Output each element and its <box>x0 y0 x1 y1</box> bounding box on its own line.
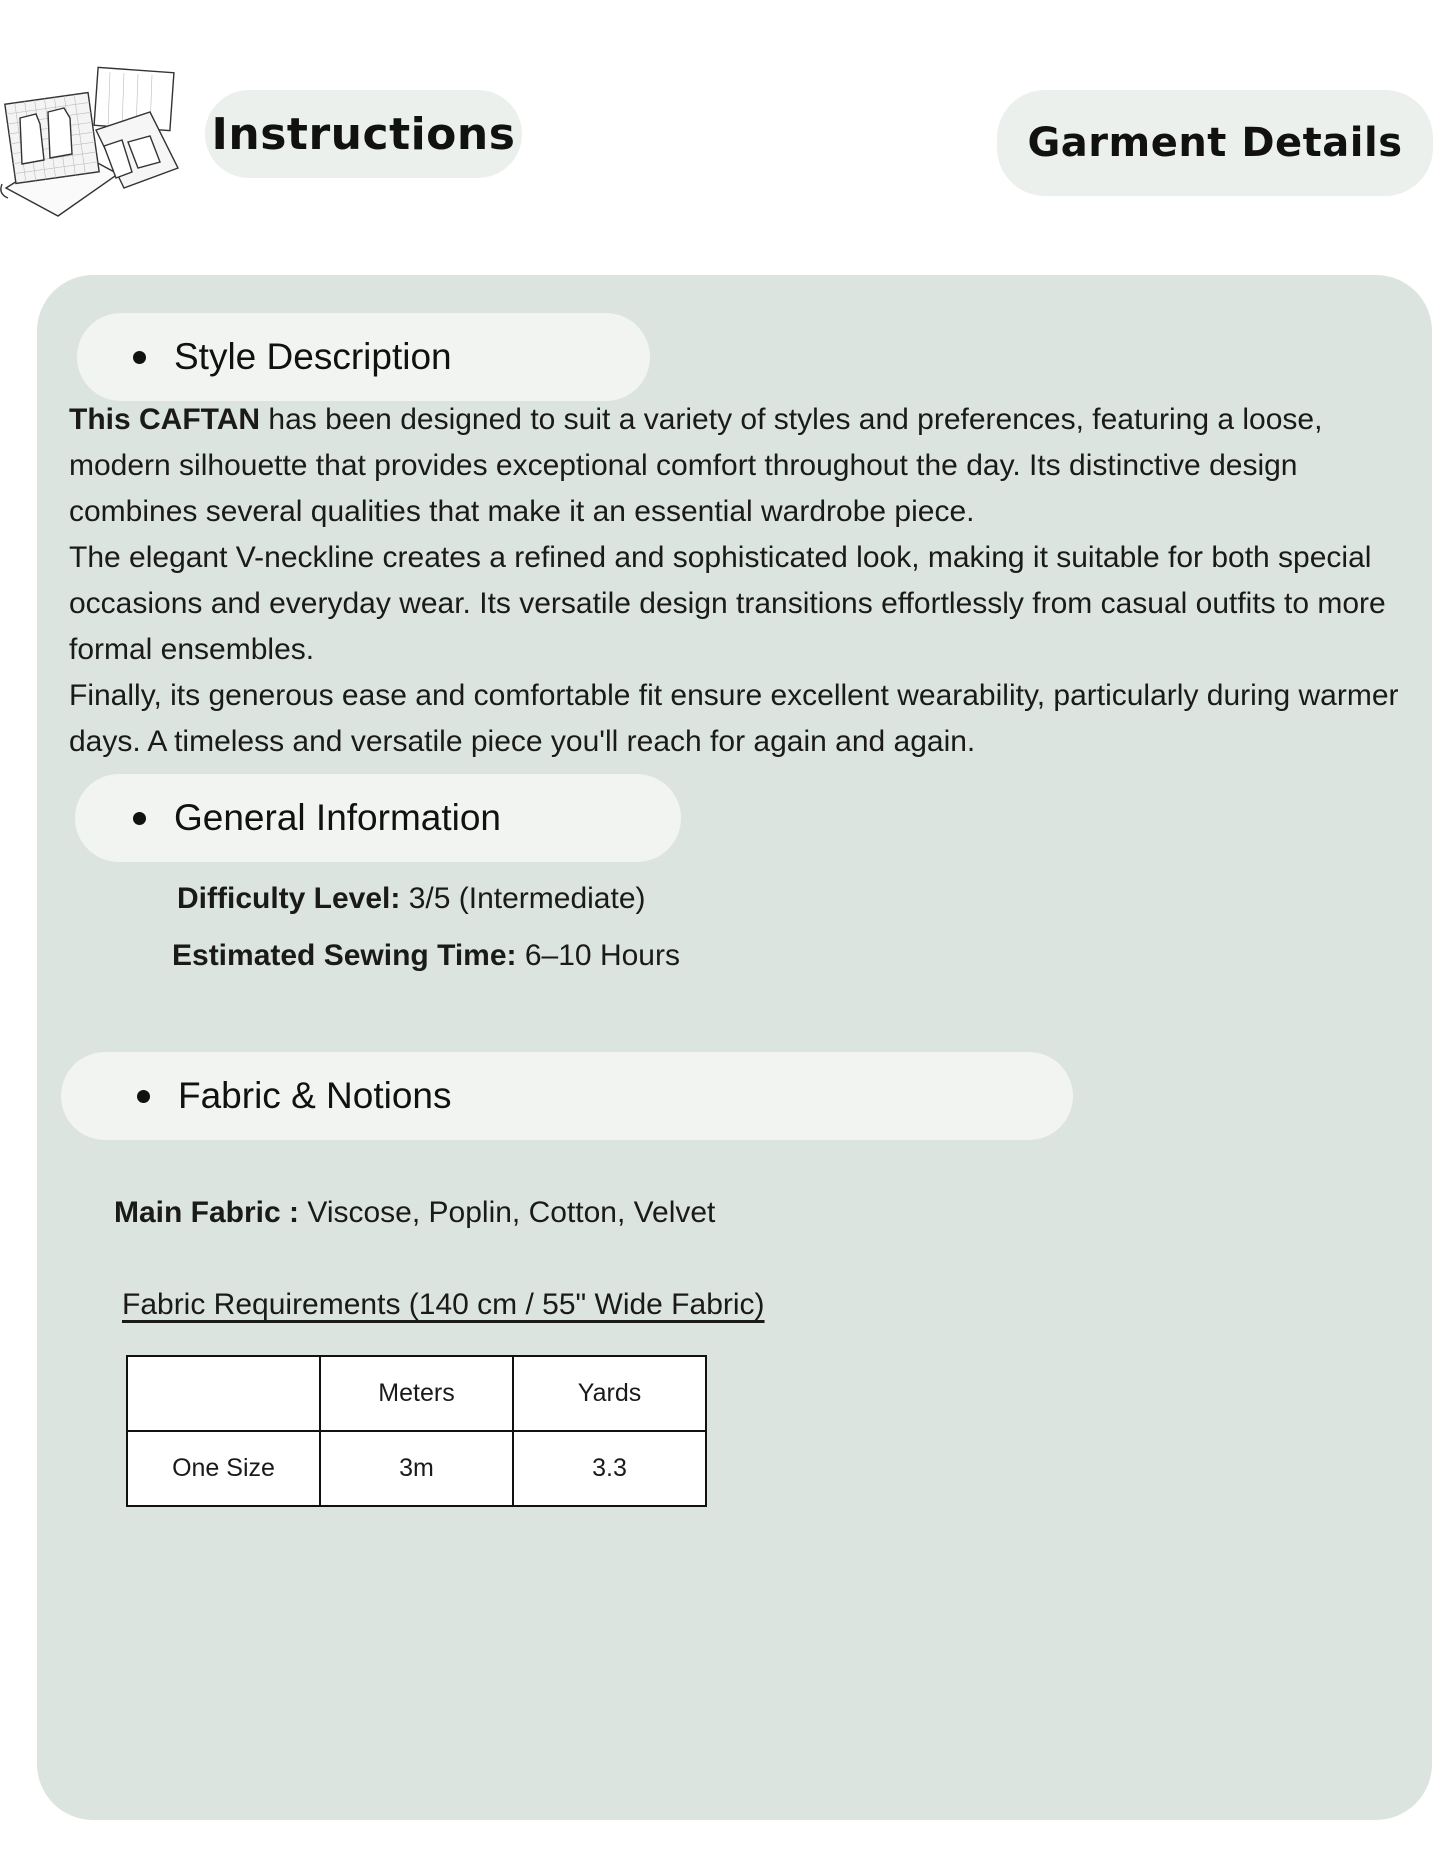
table-header-cell: Yards <box>513 1356 706 1431</box>
general-information-label: General Information <box>174 797 502 838</box>
caftan-name: This CAFTAN <box>69 403 261 436</box>
difficulty-value: 3/5 (Intermediate) <box>400 882 646 915</box>
style-description-text <box>69 397 1409 765</box>
main-fabric-value: Viscose, Poplin, Cotton, Velvet <box>299 1196 716 1229</box>
sewing-time-value: 6–10 Hours <box>516 939 680 972</box>
description-intro: has been designed to suit a variety of styles and preferences, featuring a loose, modern silhouette that provides exceptional comfort throughout the day. Its distinctive design combines several qualities that make it an essential wardrobe piece. <box>69 403 1323 528</box>
pattern-pieces-icon <box>0 66 180 220</box>
description-paragraph-3: Finally, its generous ease and comfortable fit ensure excellent wearability, particularly during warmer days. A timeless and versatile piece you'll reach for again and again. <box>69 679 1399 758</box>
fabric-requirements-table <box>126 1355 707 1507</box>
difficulty-label: Difficulty Level: <box>177 882 401 915</box>
garment-details-title: Garment Details <box>997 90 1433 196</box>
style-description-heading <box>77 313 650 401</box>
instructions-title: Instructions <box>205 90 522 178</box>
difficulty-level <box>177 882 646 916</box>
table-cell: One Size <box>127 1431 320 1506</box>
bullet-icon <box>133 812 146 825</box>
main-fabric <box>114 1196 715 1230</box>
general-information-heading <box>75 774 681 862</box>
style-description-label: Style Description <box>174 336 452 377</box>
sewing-time <box>172 939 680 973</box>
description-paragraph-2: The elegant V-neckline creates a refined and sophisticated look, making it suitable for both special occasions and everyday wear. Its versatile design transitions effortlessly from casual outfits to more formal ensembles. <box>69 541 1386 666</box>
table-header-cell: Meters <box>320 1356 513 1431</box>
bullet-icon <box>137 1090 150 1103</box>
bullet-icon <box>133 351 146 364</box>
table-header-cell <box>127 1356 320 1431</box>
description-paragraph-1 <box>69 397 1409 535</box>
table-cell: 3.3 <box>513 1431 706 1506</box>
sewing-time-label: Estimated Sewing Time: <box>172 939 517 972</box>
table-cell: 3m <box>320 1431 513 1506</box>
fabric-requirements-title: Fabric Requirements (140 cm / 55" Wide Fabric) <box>122 1288 765 1321</box>
table-row <box>127 1431 706 1506</box>
table-header-row <box>127 1356 706 1431</box>
fabric-notions-heading <box>61 1052 1073 1140</box>
fabric-notions-label: Fabric & Notions <box>178 1075 452 1116</box>
main-fabric-label: Main Fabric : <box>114 1196 300 1229</box>
